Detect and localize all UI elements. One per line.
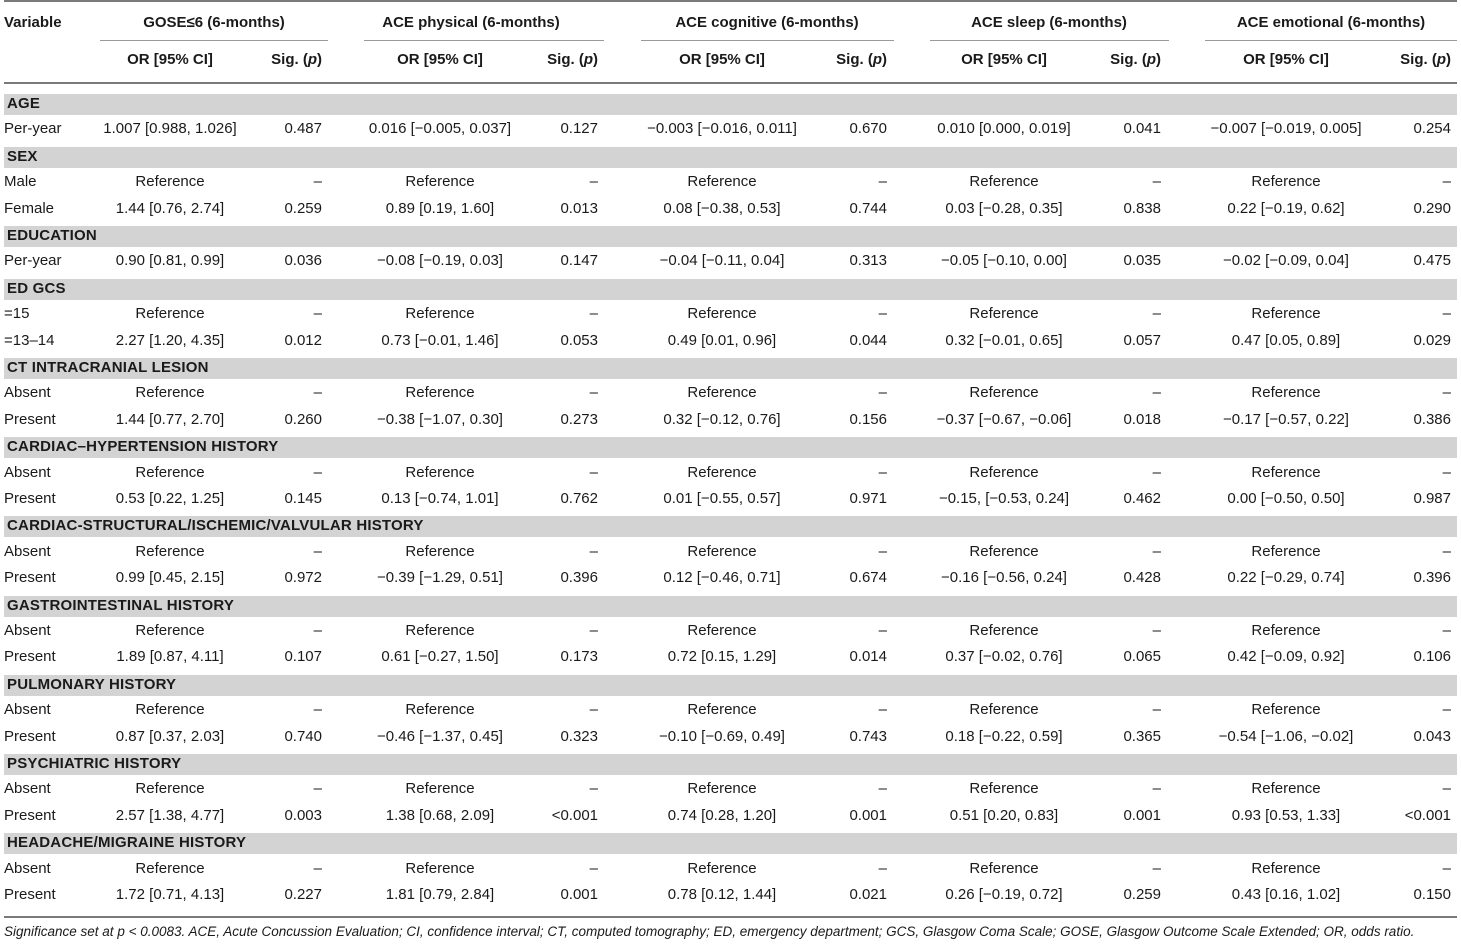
or-ci-cell: Reference	[687, 305, 757, 323]
row-label: =15	[4, 305, 30, 323]
p-value-cell: –	[1442, 384, 1451, 402]
p-value-cell: 0.156	[849, 410, 887, 428]
table-row	[0, 173, 1461, 199]
or-ci-cell: 0.32 [−0.12, 0.76]	[663, 410, 781, 428]
p-value-cell: –	[1442, 859, 1451, 877]
or-ci-cell: 0.49 [0.01, 0.96]	[667, 331, 777, 349]
p-value-cell: 0.035	[1123, 252, 1161, 270]
p-value-cell: 0.462	[1123, 490, 1161, 507]
or-ci-cell: Reference	[969, 173, 1039, 191]
p-value-cell: –	[589, 173, 598, 191]
sig-subheader: Sig. (p)	[271, 51, 322, 68]
or-ci-cell: −0.38 [−1.07, 0.30]	[377, 410, 503, 428]
or-ci-cell: Reference	[969, 463, 1039, 481]
row-label: Female	[4, 199, 55, 217]
or-ci-cell: Reference	[1251, 173, 1321, 191]
p-value-cell: –	[589, 305, 598, 323]
p-value-cell: 0.972	[284, 569, 322, 587]
table-row	[0, 780, 1461, 806]
or-ci-cell: −0.46 [−1.37, 0.45]	[377, 727, 503, 745]
p-value-cell: –	[1442, 542, 1451, 560]
or-ci-cell: 0.016 [−0.005, 0.037]	[368, 120, 512, 138]
p-value-cell: –	[313, 305, 322, 323]
p-value-cell: –	[1442, 463, 1451, 481]
table-bottom-rule	[4, 916, 1457, 918]
p-value-cell: 0.014	[849, 648, 887, 666]
table-row	[0, 200, 1461, 226]
p-value-cell: –	[313, 463, 322, 481]
or-ci-cell: Reference	[687, 173, 757, 191]
p-value-cell: –	[878, 463, 887, 481]
row-label: Present	[4, 886, 56, 903]
or-ci-cell: Reference	[1251, 780, 1321, 798]
or-ci-cell: Reference	[687, 701, 757, 719]
p-value-cell: –	[878, 859, 887, 877]
table-header-rule	[4, 82, 1457, 84]
table-row	[0, 490, 1461, 516]
or-ci-cell: Reference	[687, 384, 757, 402]
or-ci-cell: 0.03 [−0.28, 0.35]	[945, 199, 1063, 217]
p-value-cell: –	[1442, 701, 1451, 719]
or-ci-subheader: OR [95% CI]	[961, 51, 1047, 68]
table-footnote: Significance set at p < 0.0083. ACE, Acute Concussion Evaluation; CI, confidence interval; CT, computed tomography; ED, emergency department; GCS, Glasgow Coma Scale; GOSE, Glasgow Outcome Scale Extended; OR, odds ratio.	[4, 924, 1415, 939]
p-value-cell: –	[1442, 305, 1451, 323]
or-ci-cell: Reference	[135, 859, 205, 877]
or-ci-cell: −0.37 [−0.67, −0.06]	[936, 410, 1072, 428]
p-value-cell: 0.227	[284, 886, 322, 903]
p-value-cell: –	[1152, 463, 1161, 481]
or-ci-subheader: OR [95% CI]	[1243, 51, 1329, 68]
p-value-cell: 0.260	[284, 410, 322, 428]
row-label: Present	[4, 490, 56, 507]
or-ci-cell: 1.38 [0.68, 2.09]	[385, 806, 495, 824]
p-value-cell: –	[313, 780, 322, 798]
sig-subheader: Sig. (p)	[1400, 51, 1451, 68]
or-ci-cell: Reference	[969, 859, 1039, 877]
row-label: Absent	[4, 542, 51, 560]
or-ci-cell: Reference	[969, 622, 1039, 639]
section-title: CT INTRACRANIAL LESION	[7, 359, 209, 376]
or-ci-cell: Reference	[135, 173, 205, 191]
p-value-cell: 0.670	[849, 120, 887, 138]
p-value-cell: –	[589, 463, 598, 481]
p-value-cell: 0.053	[560, 331, 598, 349]
row-label: Present	[4, 727, 56, 745]
or-ci-cell: 0.51 [0.20, 0.83]	[949, 806, 1059, 824]
row-label: Absent	[4, 463, 51, 481]
p-value-cell: –	[589, 622, 598, 639]
p-value-cell: 0.029	[1413, 331, 1451, 349]
p-value-cell: 0.273	[560, 410, 598, 428]
p-value-cell: –	[878, 173, 887, 191]
or-ci-cell: 0.93 [0.53, 1.33]	[1231, 806, 1341, 824]
p-value-cell: 0.762	[560, 490, 598, 507]
p-value-cell: 0.396	[1413, 569, 1451, 587]
p-value-cell: 0.021	[849, 886, 887, 903]
or-ci-cell: 0.22 [−0.29, 0.74]	[1227, 569, 1345, 587]
or-ci-cell: Reference	[969, 384, 1039, 402]
or-ci-cell: 0.37 [−0.02, 0.76]	[945, 648, 1063, 666]
or-ci-cell: Reference	[405, 622, 475, 639]
p-value-cell: 0.150	[1413, 886, 1451, 903]
or-ci-cell: 1.72 [0.71, 4.13]	[115, 886, 225, 903]
p-value-cell: 0.740	[284, 727, 322, 745]
row-label: Male	[4, 173, 37, 191]
group-header: ACE sleep (6-months)	[971, 14, 1127, 31]
p-value-cell: 0.044	[849, 331, 887, 349]
p-value-cell: 0.043	[1413, 727, 1451, 745]
p-value-cell: 0.012	[284, 331, 322, 349]
or-ci-cell: Reference	[1251, 701, 1321, 719]
p-value-cell: –	[589, 780, 598, 798]
p-value-cell: 0.259	[284, 199, 322, 217]
p-value-cell: 0.259	[1123, 886, 1161, 903]
section-title: PSYCHIATRIC HISTORY	[7, 755, 182, 772]
or-ci-cell: Reference	[1251, 542, 1321, 560]
or-ci-cell: 1.007 [0.988, 1.026]	[103, 120, 237, 138]
or-ci-cell: 0.01 [−0.55, 0.57]	[663, 490, 781, 507]
p-value-cell: 0.487	[284, 120, 322, 138]
or-ci-cell: 0.72 [0.15, 1.29]	[667, 648, 777, 666]
row-label: Absent	[4, 701, 51, 719]
or-ci-cell: Reference	[687, 859, 757, 877]
table-row	[0, 807, 1461, 833]
or-ci-cell: −0.08 [−0.19, 0.03]	[377, 252, 503, 270]
p-value-cell: 0.674	[849, 569, 887, 587]
or-ci-subheader: OR [95% CI]	[127, 51, 213, 68]
p-value-cell: 0.041	[1123, 120, 1161, 138]
p-value-cell: –	[1152, 384, 1161, 402]
or-ci-cell: 2.57 [1.38, 4.77]	[115, 806, 225, 824]
or-ci-cell: Reference	[135, 701, 205, 719]
or-ci-cell: 0.42 [−0.09, 0.92]	[1227, 648, 1345, 666]
or-ci-cell: −0.15, [−0.53, 0.24]	[938, 490, 1070, 507]
p-value-cell: <0.001	[551, 806, 598, 824]
p-value-cell: –	[313, 622, 322, 639]
p-value-cell: 0.106	[1413, 648, 1451, 666]
or-ci-cell: 0.87 [0.37, 2.03]	[115, 727, 225, 745]
section-title: CARDIAC-STRUCTURAL/ISCHEMIC/VALVULAR HISTORY	[7, 517, 424, 535]
p-value-cell: 0.475	[1413, 252, 1451, 270]
or-ci-cell: Reference	[135, 542, 205, 560]
p-value-cell: 0.057	[1123, 331, 1161, 349]
section-header	[4, 833, 1457, 854]
section-header	[4, 675, 1457, 696]
group-underline	[100, 40, 328, 41]
row-label: Present	[4, 410, 56, 428]
table-top-rule	[4, 0, 1457, 2]
p-value-cell: –	[313, 701, 322, 719]
p-value-cell: –	[589, 701, 598, 719]
section-title: PULMONARY HISTORY	[7, 675, 177, 693]
p-value-cell: 0.145	[284, 490, 322, 507]
table-row	[0, 622, 1461, 648]
or-ci-cell: Reference	[405, 173, 475, 191]
or-ci-cell: 1.44 [0.76, 2.74]	[115, 199, 225, 217]
or-ci-cell: −0.02 [−0.09, 0.04]	[1223, 252, 1349, 270]
p-value-cell: –	[313, 384, 322, 402]
row-label: Absent	[4, 384, 51, 402]
p-value-cell: –	[1442, 780, 1451, 798]
p-value-cell: –	[589, 384, 598, 402]
p-value-cell: –	[878, 622, 887, 639]
p-value-cell: <0.001	[1404, 806, 1451, 824]
section-title: EDUCATION	[7, 227, 97, 244]
or-ci-cell: Reference	[1251, 305, 1321, 323]
or-ci-cell: Reference	[405, 384, 475, 402]
or-ci-cell: −0.16 [−0.56, 0.24]	[941, 569, 1067, 587]
group-header: GOSE≤6 (6-months)	[143, 14, 285, 31]
or-ci-cell: Reference	[969, 542, 1039, 560]
p-value-cell: –	[1152, 622, 1161, 639]
table-row	[0, 332, 1461, 358]
variable-header: Variable	[4, 14, 62, 31]
p-value-cell: 0.386	[1413, 410, 1451, 428]
table-row	[0, 886, 1461, 912]
p-value-cell: 0.107	[284, 648, 322, 666]
p-value-cell: –	[1152, 780, 1161, 798]
p-value-cell: –	[1152, 173, 1161, 191]
or-ci-cell: 1.44 [0.77, 2.70]	[115, 410, 225, 428]
p-value-cell: 0.313	[849, 252, 887, 270]
table-row	[0, 384, 1461, 410]
table-row	[0, 569, 1461, 595]
section-title: CARDIAC–HYPERTENSION HISTORY	[7, 438, 279, 456]
or-ci-cell: 0.78 [0.12, 1.44]	[667, 886, 777, 903]
or-ci-cell: 0.89 [0.19, 1.60]	[385, 199, 495, 217]
or-ci-cell: 1.89 [0.87, 4.11]	[116, 648, 224, 666]
p-value-cell: –	[1152, 542, 1161, 560]
section-header	[4, 94, 1457, 115]
or-ci-cell: 0.00 [−0.50, 0.50]	[1227, 490, 1345, 507]
or-ci-subheader: OR [95% CI]	[679, 51, 765, 68]
or-ci-cell: Reference	[1251, 859, 1321, 877]
group-header: ACE emotional (6-months)	[1236, 14, 1426, 31]
or-ci-cell: Reference	[135, 780, 205, 798]
or-ci-cell: Reference	[1251, 384, 1321, 402]
p-value-cell: –	[1442, 622, 1451, 639]
table-row	[0, 648, 1461, 674]
p-value-cell: 0.254	[1413, 120, 1451, 138]
row-label: Present	[4, 806, 56, 824]
or-ci-cell: −0.003 [−0.016, 0.011]	[647, 120, 797, 138]
section-title: SEX	[7, 147, 38, 165]
p-value-cell: –	[878, 305, 887, 323]
section-header	[4, 437, 1457, 458]
section-header	[4, 596, 1457, 617]
or-ci-cell: Reference	[135, 305, 205, 323]
row-label: Present	[4, 648, 56, 666]
or-ci-cell: 0.010 [0.000, 0.019]	[937, 120, 1071, 138]
p-value-cell: 0.065	[1123, 648, 1161, 666]
or-ci-cell: −0.54 [−1.06, −0.02]	[1218, 727, 1354, 745]
section-header	[4, 516, 1457, 537]
p-value-cell: –	[1152, 859, 1161, 877]
or-ci-cell: 0.61 [−0.27, 1.50]	[381, 648, 499, 666]
p-value-cell: –	[313, 859, 322, 877]
sig-subheader: Sig. (p)	[1110, 51, 1161, 68]
p-value-cell: 0.018	[1123, 410, 1161, 428]
table-row	[0, 120, 1461, 146]
or-ci-cell: Reference	[135, 384, 205, 402]
sig-subheader: Sig. (p)	[547, 51, 598, 68]
or-ci-cell: Reference	[405, 542, 475, 560]
or-ci-cell: Reference	[1251, 463, 1321, 481]
table-row	[0, 860, 1461, 886]
row-label: Present	[4, 569, 56, 587]
or-ci-cell: 0.99 [0.45, 2.15]	[115, 569, 225, 587]
section-header	[4, 226, 1457, 247]
p-value-cell: –	[589, 859, 598, 877]
or-ci-cell: 0.26 [−0.19, 0.72]	[945, 886, 1063, 903]
or-ci-cell: Reference	[969, 305, 1039, 323]
p-value-cell: –	[589, 542, 598, 560]
group-underline	[641, 40, 894, 41]
or-ci-cell: Reference	[687, 542, 757, 560]
section-header	[4, 358, 1457, 379]
p-value-cell: 0.290	[1413, 199, 1451, 217]
p-value-cell: 0.838	[1123, 199, 1161, 217]
table-row	[0, 543, 1461, 569]
p-value-cell: –	[313, 542, 322, 560]
or-ci-cell: −0.39 [−1.29, 0.51]	[377, 569, 503, 587]
row-label: Per-year	[4, 120, 62, 138]
or-ci-cell: 0.53 [0.22, 1.25]	[115, 490, 225, 507]
or-ci-cell: 0.73 [−0.01, 1.46]	[381, 331, 499, 349]
group-underline	[1205, 40, 1457, 41]
section-title: GASTROINTESTINAL HISTORY	[7, 596, 235, 614]
p-value-cell: –	[1152, 701, 1161, 719]
table-row	[0, 701, 1461, 727]
table-row	[0, 305, 1461, 331]
table-row	[0, 728, 1461, 754]
p-value-cell: 0.001	[560, 886, 598, 903]
p-value-cell: –	[878, 542, 887, 560]
or-ci-cell: 0.90 [0.81, 0.99]	[115, 252, 225, 270]
p-value-cell: –	[1442, 173, 1451, 191]
or-ci-cell: Reference	[687, 463, 757, 481]
p-value-cell: 0.147	[560, 252, 598, 270]
p-value-cell: 0.971	[849, 490, 887, 507]
section-title: ED GCS	[7, 279, 66, 297]
row-label: Absent	[4, 780, 51, 798]
or-ci-cell: −0.007 [−0.019, 0.005]	[1210, 120, 1362, 138]
table-row	[0, 411, 1461, 437]
section-header	[4, 279, 1457, 300]
group-underline	[930, 40, 1169, 41]
or-ci-cell: Reference	[405, 859, 475, 877]
p-value-cell: 0.365	[1123, 727, 1161, 745]
or-ci-cell: 0.22 [−0.19, 0.62]	[1227, 199, 1345, 217]
p-value-cell: 0.323	[560, 727, 598, 745]
p-value-cell: 0.173	[560, 648, 598, 666]
section-title: AGE	[7, 95, 41, 112]
p-value-cell: 0.744	[849, 199, 887, 217]
or-ci-cell: Reference	[969, 701, 1039, 719]
row-label: Per-year	[4, 252, 62, 270]
or-ci-cell: Reference	[1251, 622, 1321, 639]
or-ci-cell: 0.32 [−0.01, 0.65]	[945, 331, 1063, 349]
group-header: ACE cognitive (6-months)	[675, 14, 859, 31]
or-ci-cell: 0.13 [−0.74, 1.01]	[381, 490, 499, 507]
p-value-cell: 0.396	[560, 569, 598, 587]
or-ci-cell: 0.74 [0.28, 1.20]	[667, 806, 777, 824]
or-ci-cell: −0.10 [−0.69, 0.49]	[659, 727, 785, 745]
or-ci-cell: 2.27 [1.20, 4.35]	[115, 331, 225, 349]
table-row	[0, 252, 1461, 278]
or-ci-cell: −0.17 [−0.57, 0.22]	[1223, 410, 1349, 428]
or-ci-cell: −0.05 [−0.10, 0.00]	[941, 252, 1067, 270]
or-ci-cell: 0.12 [−0.46, 0.71]	[663, 569, 781, 587]
or-ci-cell: Reference	[135, 463, 205, 481]
or-ci-cell: 0.47 [0.05, 0.89]	[1231, 331, 1341, 349]
or-ci-cell: Reference	[405, 305, 475, 323]
or-ci-cell: Reference	[405, 463, 475, 481]
or-ci-cell: Reference	[687, 622, 757, 639]
p-value-cell: 0.428	[1123, 569, 1161, 587]
or-ci-cell: 0.18 [−0.22, 0.59]	[945, 727, 1063, 745]
section-title: HEADACHE/MIGRAINE HISTORY	[7, 834, 247, 852]
p-value-cell: 0.001	[1123, 806, 1161, 824]
p-value-cell: –	[878, 701, 887, 719]
or-ci-cell: 1.81 [0.79, 2.84]	[385, 886, 495, 903]
or-ci-cell: Reference	[687, 780, 757, 798]
or-ci-cell: 0.43 [0.16, 1.02]	[1231, 886, 1341, 903]
or-ci-cell: −0.04 [−0.11, 0.04]	[659, 252, 785, 270]
p-value-cell: –	[878, 780, 887, 798]
row-label: Absent	[4, 622, 51, 639]
or-ci-subheader: OR [95% CI]	[397, 51, 483, 68]
section-header	[4, 754, 1457, 775]
row-label: Absent	[4, 859, 51, 877]
p-value-cell: 0.036	[284, 252, 322, 270]
p-value-cell: 0.001	[849, 806, 887, 824]
or-ci-cell: Reference	[135, 622, 205, 639]
sig-subheader: Sig. (p)	[836, 51, 887, 68]
p-value-cell: 0.003	[284, 806, 322, 824]
or-ci-cell: 0.08 [−0.38, 0.53]	[663, 199, 781, 217]
p-value-cell: 0.743	[849, 727, 887, 745]
group-header: ACE physical (6-months)	[382, 14, 560, 31]
section-header	[4, 147, 1457, 168]
or-ci-cell: Reference	[969, 780, 1039, 798]
table-row	[0, 464, 1461, 490]
p-value-cell: 0.013	[560, 199, 598, 217]
group-underline	[364, 40, 604, 41]
row-label: =13–14	[4, 331, 55, 349]
or-ci-cell: Reference	[405, 701, 475, 719]
p-value-cell: –	[878, 384, 887, 402]
p-value-cell: 0.127	[560, 120, 598, 138]
p-value-cell: 0.987	[1413, 490, 1451, 507]
p-value-cell: –	[313, 173, 322, 191]
p-value-cell: –	[1152, 305, 1161, 323]
or-ci-cell: Reference	[405, 780, 475, 798]
